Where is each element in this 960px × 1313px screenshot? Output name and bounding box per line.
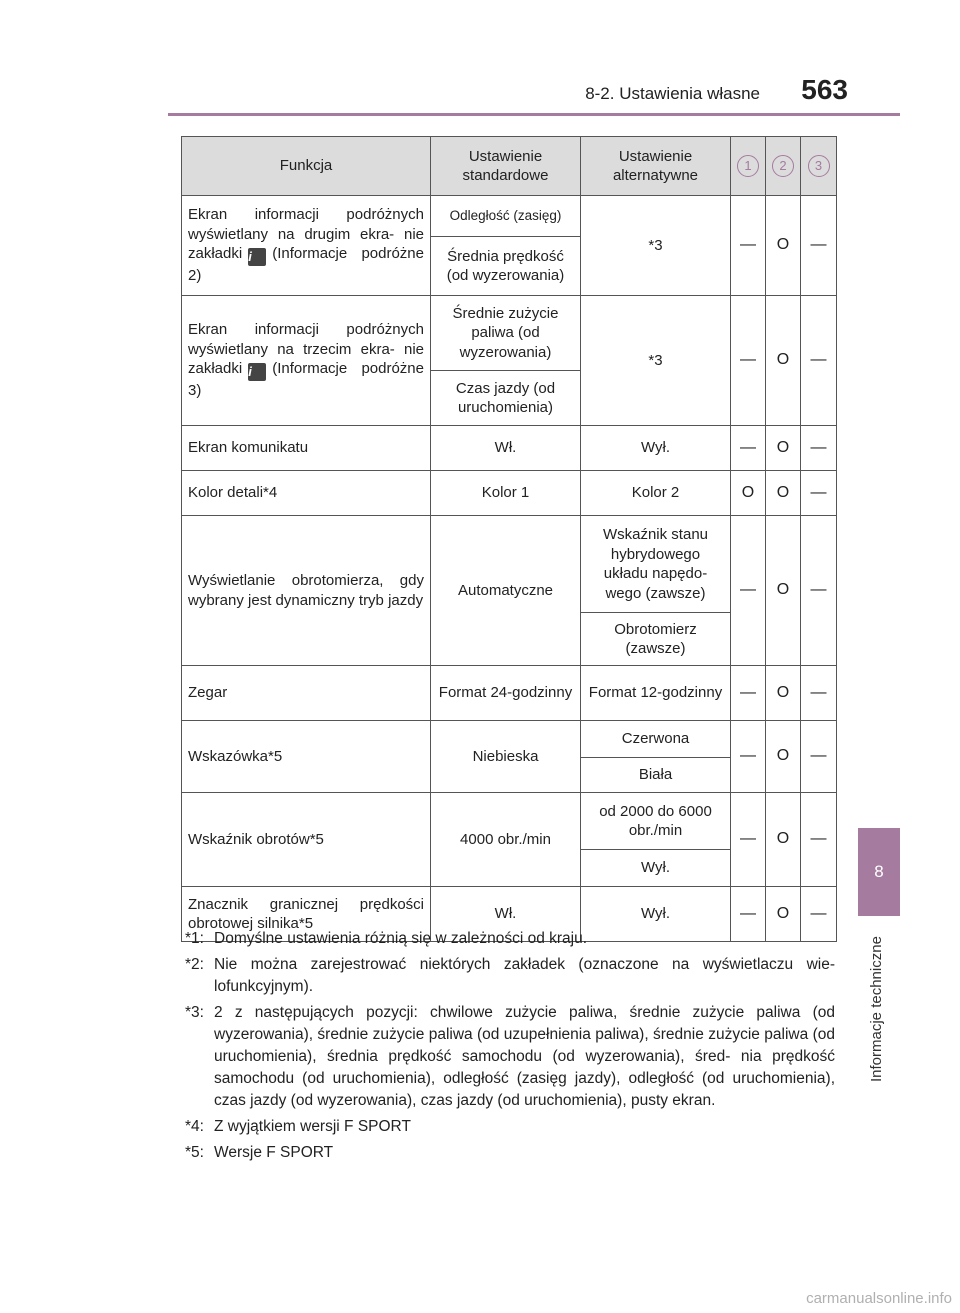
mark-cell-1: — bbox=[731, 887, 766, 942]
table-row bbox=[182, 296, 837, 371]
header-divider bbox=[168, 113, 900, 116]
table-row bbox=[182, 516, 837, 613]
mark-cell-1: — bbox=[731, 666, 766, 721]
function-text: Ekran informacji podróżnych wyświetlany na trzecim ekra- nie zakładki bbox=[188, 321, 424, 378]
footnotes bbox=[185, 928, 835, 1168]
mark-cell-3: — bbox=[801, 516, 837, 666]
alternative-cell: Wył. bbox=[581, 850, 731, 887]
footnote-key: *1: bbox=[185, 930, 204, 947]
function-cell: Zegar bbox=[182, 666, 431, 721]
header-col2 bbox=[766, 137, 801, 196]
table-header-row bbox=[182, 137, 837, 196]
info-icon: i bbox=[248, 363, 266, 381]
mark-cell-2: O bbox=[766, 296, 801, 426]
table-row bbox=[182, 793, 837, 850]
default-cell: Wł. bbox=[431, 426, 581, 471]
mark-cell-3: — bbox=[801, 721, 837, 793]
alternative-cell: Format 12-godzinny bbox=[581, 666, 731, 721]
table-row bbox=[182, 471, 837, 516]
watermark bbox=[806, 1290, 952, 1307]
page-number: 563 bbox=[801, 74, 848, 105]
default-cell: Format 24-godzinny bbox=[431, 666, 581, 721]
alternative-cell: Wskaźnik stanu hybrydowego układu napędo- wego (zawsze) bbox=[581, 516, 731, 613]
footnote-text: Domyślne ustawienia różnią się w zależności od kraju. bbox=[214, 930, 588, 947]
mark-cell-2: O bbox=[766, 516, 801, 666]
footnote-key: *4: bbox=[185, 1118, 204, 1135]
function-cell: Ekran komunikatu bbox=[182, 426, 431, 471]
alternative-cell: Wył. bbox=[581, 887, 731, 942]
footnote-text: 2 z następujących pozycji: chwilowe zużycie paliwa, średnie zużycie paliwa (od wyzerowania), średnie zużycie paliwa (od uzupełnienia paliwa), średnie zużycie paliwa (od uruchomienia), średnia prędkość samochodu (od wyzerowania), śred- nia prędkość samochodu (od uruchomienia), odległość (zasięg jazdy), odległość (od uruchomienia), czas jazdy (od wyzerowania), czas jazdy (od uruchomienia), pusty ekran. bbox=[214, 1004, 835, 1109]
alternative-cell: Czerwona bbox=[581, 721, 731, 758]
chapter-label bbox=[866, 924, 888, 1084]
mark-cell-3: — bbox=[801, 887, 837, 942]
table-row bbox=[182, 426, 837, 471]
default-cell: Średnia prędkość (od wyzerowania) bbox=[431, 237, 581, 296]
mark-cell-3: — bbox=[801, 471, 837, 516]
alternative-cell: Kolor 2 bbox=[581, 471, 731, 516]
header-alternative: Ustawienie alternatywne bbox=[581, 137, 731, 196]
info-icon: i bbox=[248, 248, 266, 266]
section-title: 8-2. Ustawienia własne bbox=[585, 84, 760, 103]
table-row bbox=[182, 196, 837, 237]
function-text: Ekran informacji podróżnych wyświetlany na drugim ekra- nie zakładki bbox=[188, 206, 424, 263]
function-cell bbox=[182, 296, 431, 426]
footnote-key: *2: bbox=[185, 956, 204, 973]
mark-cell-1: O bbox=[731, 471, 766, 516]
footnote-text: Z wyjątkiem wersji F SPORT bbox=[214, 1118, 411, 1135]
mark-cell-2: O bbox=[766, 793, 801, 887]
footnote-key: *5: bbox=[185, 1144, 204, 1161]
mark-cell-2: O bbox=[766, 196, 801, 296]
mark-cell-2: O bbox=[766, 426, 801, 471]
mark-cell-3: — bbox=[801, 196, 837, 296]
function-cell: Wskazówka*5 bbox=[182, 721, 431, 793]
mark-cell-2: O bbox=[766, 471, 801, 516]
alternative-cell: Biała bbox=[581, 758, 731, 793]
mark-cell-2: O bbox=[766, 887, 801, 942]
mark-cell-1: — bbox=[731, 516, 766, 666]
footnote bbox=[185, 928, 835, 950]
chapter-tab: 8 bbox=[858, 828, 900, 916]
mark-cell-3: — bbox=[801, 426, 837, 471]
mark-cell-1: — bbox=[731, 721, 766, 793]
function-cell: Znacznik granicznej prędkości obrotowej silnika*5 bbox=[182, 887, 431, 942]
header-function: Funkcja bbox=[182, 137, 431, 196]
footnote-text: Nie można zarejestrować niektórych zakładek (oznaczone na wyświetlaczu wie- lofunkcyjnym). bbox=[214, 956, 835, 995]
mark-cell-1: — bbox=[731, 793, 766, 887]
alternative-cell: od 2000 do 6000 obr./min bbox=[581, 793, 731, 850]
alternative-cell: Obrotomierz (zawsze) bbox=[581, 613, 731, 666]
circled-number-3: 3 bbox=[808, 155, 830, 177]
table-row bbox=[182, 721, 837, 758]
alternative-cell: *3 bbox=[581, 296, 731, 426]
table-row bbox=[182, 666, 837, 721]
default-cell: Wł. bbox=[431, 887, 581, 942]
mark-cell-1: — bbox=[731, 426, 766, 471]
footnote bbox=[185, 1142, 835, 1164]
alternative-cell: Wył. bbox=[581, 426, 731, 471]
settings-table bbox=[181, 136, 837, 942]
mark-cell-1: — bbox=[731, 296, 766, 426]
function-cell bbox=[182, 196, 431, 296]
circled-number-2: 2 bbox=[772, 155, 794, 177]
footnote bbox=[185, 1116, 835, 1138]
page-header bbox=[0, 0, 960, 112]
default-cell: Średnie zużycie paliwa (od wyzerowania) bbox=[431, 296, 581, 371]
mark-cell-3: — bbox=[801, 793, 837, 887]
function-cell: Kolor detali*4 bbox=[182, 471, 431, 516]
default-cell: Kolor 1 bbox=[431, 471, 581, 516]
header-col1 bbox=[731, 137, 766, 196]
footnote bbox=[185, 954, 835, 998]
function-cell: Wyświetlanie obrotomierza, gdy wybrany jest dynamiczny tryb jazdy bbox=[182, 516, 431, 666]
default-cell: Automatyczne bbox=[431, 516, 581, 666]
function-text-tail: (Informacje podróżne 2) bbox=[188, 245, 424, 285]
circled-number-1: 1 bbox=[737, 155, 759, 177]
mark-cell-3: — bbox=[801, 296, 837, 426]
header-col3 bbox=[801, 137, 837, 196]
mark-cell-2: O bbox=[766, 721, 801, 793]
mark-cell-3: — bbox=[801, 666, 837, 721]
watermark-text: carmanualsonline.info bbox=[806, 1290, 952, 1307]
footnote bbox=[185, 1002, 835, 1112]
chapter-title: Informacje techniczne bbox=[868, 936, 885, 1082]
header-default: Ustawienie standardowe bbox=[431, 137, 581, 196]
default-cell: 4000 obr./min bbox=[431, 793, 581, 887]
function-text-tail: (Informacje podróżne 3) bbox=[188, 360, 424, 400]
footnote-text: Wersje F SPORT bbox=[214, 1144, 334, 1161]
mark-cell-2: O bbox=[766, 666, 801, 721]
default-cell: Czas jazdy (od uruchomienia) bbox=[431, 371, 581, 426]
mark-cell-1: — bbox=[731, 196, 766, 296]
default-cell: Odległość (zasięg) bbox=[431, 196, 581, 237]
function-cell: Wskaźnik obrotów*5 bbox=[182, 793, 431, 887]
footnote-key: *3: bbox=[185, 1004, 204, 1021]
default-cell: Niebieska bbox=[431, 721, 581, 793]
alternative-cell: *3 bbox=[581, 196, 731, 296]
